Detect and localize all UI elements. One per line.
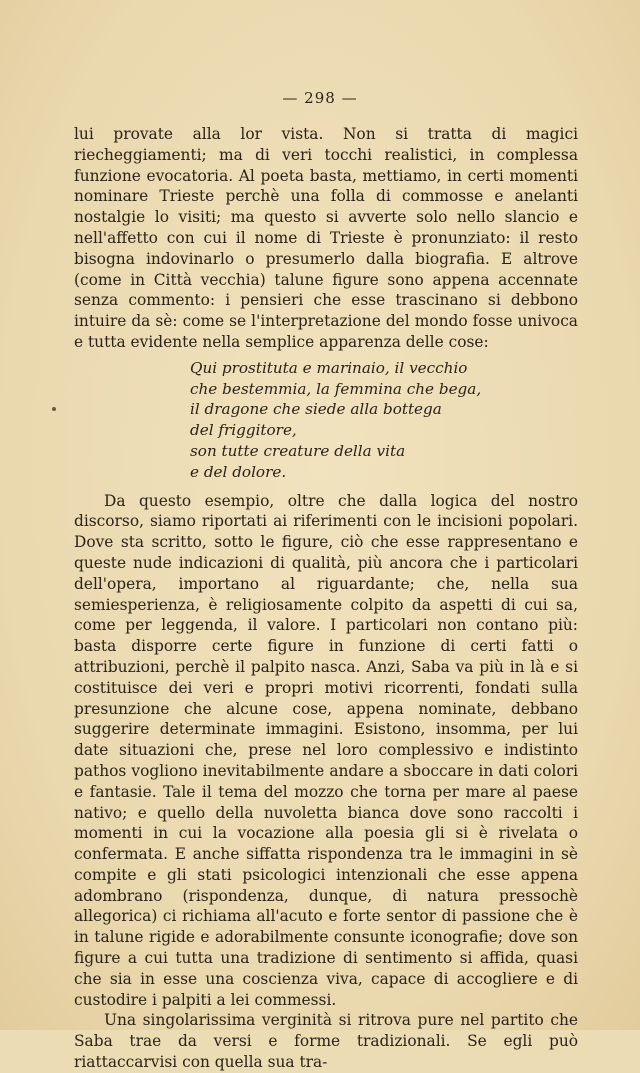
poem-line: del friggitore, <box>190 421 297 440</box>
page-number: — 298 — <box>282 89 358 107</box>
poem-line: e del dolore. <box>190 462 287 481</box>
poem-line: che bestemmia, la femmina che bega, <box>190 379 482 398</box>
poem-line: Qui prostituta e marinaio, il vecchio <box>190 358 468 377</box>
poem-line: il dragone che siede alla bottega <box>190 400 442 419</box>
poem-quote <box>190 358 578 483</box>
text-body <box>74 124 578 1073</box>
paragraph-1: lui provate alla lor vista. Non si tratta di magici riecheggiamenti; ma di veri tocchi realistici, in complessa funzione evocatoria. Al poeta basta, mettiamo, in certi momenti nominare Trieste perchè una folla di commosse e anelanti nostalgie lo visiti; ma questo si avverte solo nello slancio e nell'affetto con cui il nome di Trieste è pronunziato: il resto bisogna indovinarlo o presumerlo dalla biografia. E altrove (come in Città vecchia) talune figure sono appena accennate senza commento: i pensieri che esse trascinano si debbono intuire da sè: come se l'interpretazione del mondo fosse univoca e tutta evidente nella semplice apparenza delle cose: <box>74 125 578 351</box>
paper-spot <box>52 407 56 411</box>
poem-line: son tutte creature della vita <box>190 441 406 460</box>
paragraph-3: Una singolarissima verginità si ritrova pure nel partito che Saba trae da versi e forme tradizionali. Se egli può riattaccarvisi con quella sua tra- <box>74 1011 578 1072</box>
paragraph-2: Da questo esempio, oltre che dalla logica del nostro discorso, siamo riportati ai riferimenti con le incisioni popolari. Dove sta scritto, sotto le figure, ciò che esse rappresentano e queste nude indicazioni di qualità, più ancora che i particolari dell'opera, importano al riguardante; che, nella sua semiesperienza, è religiosamente colpito da aspetti di cui sa, come per leggenda, il valore. I particolari non contano più: basta disporre certe figure in funzione di certi fatti o attribuzioni, perchè il palpito nasca. Anzi, Saba va più in là e si costituisce dei veri e propri motivi ricorrenti, fondati sulla presunzione che alcune cose, appena nominate, debbano suggerire determinate immagini. Esistono, insomma, per lui date situazioni che, prese nel loro complessivo e indistinto pathos vogliono inevitabilmente andare a sboccare in dati colori e fantasie. Tale il tema del mozzo che torna per mare al paese nativo; e quello della nuvoletta bianca dove sono raccolti i momenti in cui la vocazione alla poesia gli si è rivelata o confermata. E anche siffatta rispondenza tra le immagini in sè compite e gli stati psicologici intenzionali che esse appena adombrano (rispondenza, dunque, di natura pressochè allegorica) ci richiama all'acuto e forte sentor di passione che è in talune rigide e adorabilmente consunte iconografie; dove son figure a cui tutta una tradizione di sentimento si affida, quasi che sia in esse una coscienza viva, capace di accogliere e di custodire i palpiti a lei commessi. <box>74 491 578 1009</box>
